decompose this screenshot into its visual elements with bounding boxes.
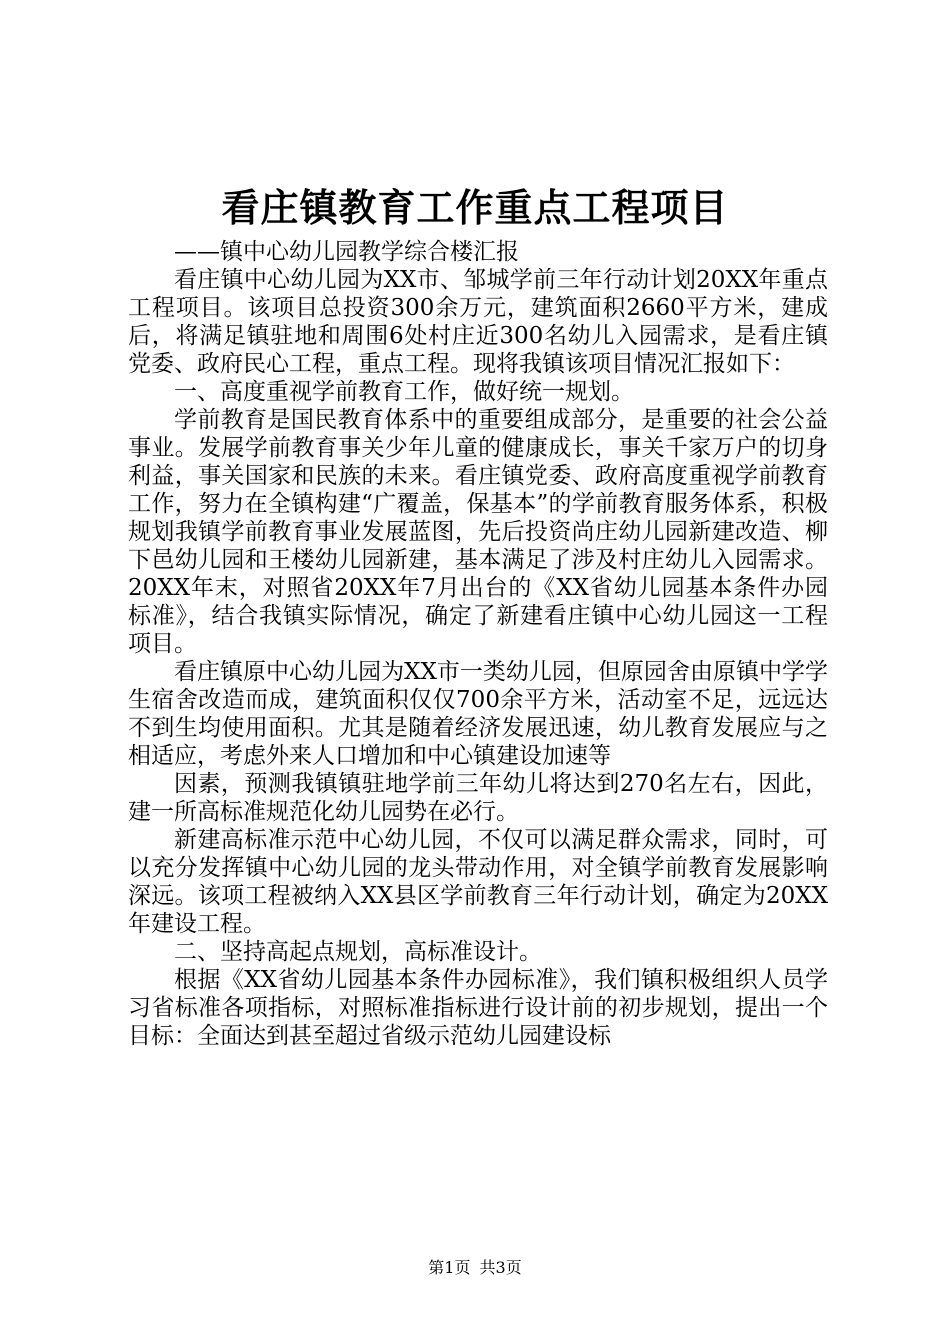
document-subtitle: ——镇中心幼儿园教学综合楼汇报 — [174, 239, 519, 265]
paragraph-intro: 看庄镇中心幼儿园为XX市、邹城学前三年行动计划20XX年重点工程项目。该项目总投资300余万元，建筑面积2660平方米，建成后，将满足镇驻地和周围6处村庄近300名幼儿入园需求，是看庄镇党委、政府民心工程，重点工程。现将我镇该项目情况汇报如下： — [128, 267, 828, 377]
document-title: 看庄镇教育工作重点工程项目 — [221, 185, 729, 230]
section-heading-1: 一、高度重视学前教育工作，做好统一规划。 — [174, 379, 634, 405]
page-total: 共3页 — [479, 1258, 522, 1277]
paragraph: 根据《XX省幼儿园基本条件办园标准》，我们镇积极组织人员学习省标准各项指标，对照标准指标进行设计前的初步规划，提出一个目标：全面达到甚至超过省级示范幼儿园建设标 — [128, 967, 828, 1049]
paragraph: 看庄镇原中心幼儿园为XX市一类幼儿园，但原园舍由原镇中学学生宿舍改造而成，建筑面积仅仅700余平方米，活动室不足，远远达不到生均使用面积。尤其是随着经济发展迅速，幼儿教育发展应与之相适应，考虑外来人口增加和中心镇建设加速等 — [128, 659, 828, 769]
paragraph: 因素，预测我镇镇驻地学前三年幼儿将达到270名左右，因此，建一所高标准规范化幼儿园势在必行。 — [128, 771, 828, 825]
section-heading-2: 二、坚持高起点规划，高标准设计。 — [174, 939, 542, 965]
page-footer — [0, 1258, 950, 1278]
page-number: 第1页 — [428, 1258, 471, 1277]
paragraph: 学前教育是国民教育体系中的重要组成部分，是重要的社会公益事业。发展学前教育事关少年儿童的健康成长，事关千家万户的切身利益，事关国家和民族的未来。看庄镇党委、政府高度重视学前教育工作，努力在全镇构建“广覆盖，保基本”的学前教育服务体系，积极规划我镇学前教育事业发展蓝图，先后投资尚庄幼儿园新建改造、柳下邑幼儿园和王楼幼儿园新建，基本满足了涉及村庄幼儿入园需求。20XX年末，对照省20XX年7月出台的《XX省幼儿园基本条件办园标准》，结合我镇实际情况，确定了新建看庄镇中心幼儿园这一工程项目。 — [128, 407, 828, 657]
paragraph: 新建高标准示范中心幼儿园，不仅可以满足群众需求，同时，可以充分发挥镇中心幼儿园的龙头带动作用，对全镇学前教育发展影响深远。该项工程被纳入XX县区学前教育三年行动计划，确定为20XX年建设工程。 — [128, 827, 828, 937]
document-body — [128, 238, 828, 1050]
